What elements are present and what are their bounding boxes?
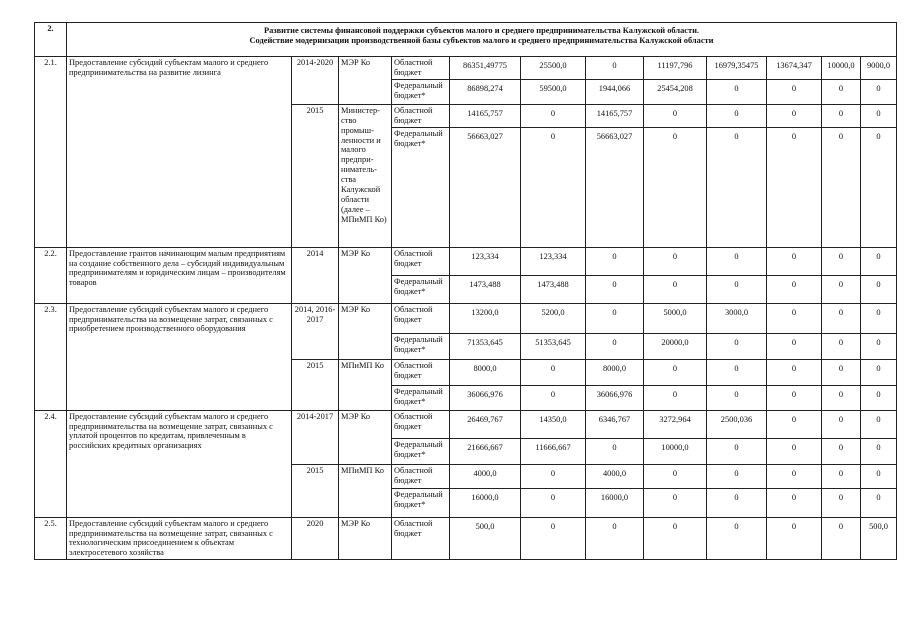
item-executor: МЭР Ко <box>339 57 392 105</box>
amount-cell: 0 <box>767 333 822 359</box>
item-years: 2015 <box>292 104 339 247</box>
item-executor: МЭР Ко <box>339 247 392 303</box>
amount-cell: 13674,347 <box>767 57 822 80</box>
amount-cell: 0 <box>861 488 897 517</box>
amount-cell: 0 <box>707 517 767 560</box>
amount-cell: 500,0 <box>861 517 897 560</box>
table-row <box>35 410 897 438</box>
section-title <box>67 23 897 57</box>
amount-cell: 0 <box>586 517 644 560</box>
amount-cell: 0 <box>822 410 861 438</box>
amount-cell: 0 <box>822 385 861 410</box>
amount-cell: 8000,0 <box>450 359 521 385</box>
amount-cell: 36066,976 <box>450 385 521 410</box>
amount-cell: 0 <box>767 410 822 438</box>
amount-cell: 0 <box>822 438 861 464</box>
amount-cell: 0 <box>767 104 822 127</box>
amount-cell: 0 <box>521 488 586 517</box>
amount-cell: 0 <box>822 79 861 104</box>
amount-cell: 0 <box>644 385 707 410</box>
funding-source: Областной бюджет <box>392 57 450 80</box>
amount-cell: 0 <box>521 517 586 560</box>
amount-cell: 25500,0 <box>521 57 586 80</box>
item-executor: МЭР Ко <box>339 517 392 560</box>
funding-source: Областной бюджет <box>392 517 450 560</box>
amount-cell: 0 <box>521 385 586 410</box>
funding-source: Областной бюджет <box>392 410 450 438</box>
amount-cell: 0 <box>822 517 861 560</box>
amount-cell: 10000,0 <box>822 57 861 80</box>
amount-cell: 0 <box>586 275 644 303</box>
amount-cell: 0 <box>767 127 822 247</box>
item-years: 2014-2020 <box>292 57 339 105</box>
table-row <box>35 57 897 80</box>
amount-cell: 51353,645 <box>521 333 586 359</box>
item-number: 2.4. <box>35 410 67 517</box>
amount-cell: 0 <box>707 438 767 464</box>
item-number: 2.1. <box>35 57 67 248</box>
funding-source: Федеральный бюджет* <box>392 385 450 410</box>
table-row <box>35 303 897 333</box>
amount-cell: 123,334 <box>450 247 521 275</box>
amount-cell: 16000,0 <box>450 488 521 517</box>
amount-cell: 8000,0 <box>586 359 644 385</box>
amount-cell: 0 <box>861 127 897 247</box>
funding-source: Федеральный бюджет* <box>392 488 450 517</box>
amount-cell: 0 <box>521 127 586 247</box>
amount-cell: 0 <box>707 385 767 410</box>
amount-cell: 3272,964 <box>644 410 707 438</box>
amount-cell: 0 <box>707 488 767 517</box>
amount-cell: 0 <box>767 275 822 303</box>
item-years: 2015 <box>292 464 339 517</box>
item-years: 2020 <box>292 517 339 560</box>
amount-cell: 0 <box>822 464 861 488</box>
amount-cell: 0 <box>707 333 767 359</box>
amount-cell: 26469,767 <box>450 410 521 438</box>
amount-cell: 16000,0 <box>586 488 644 517</box>
amount-cell: 1473,488 <box>450 275 521 303</box>
section-number: 2. <box>35 23 67 57</box>
amount-cell: 0 <box>644 104 707 127</box>
amount-cell: 16979,35475 <box>707 57 767 80</box>
item-number: 2.3. <box>35 303 67 410</box>
amount-cell: 0 <box>586 247 644 275</box>
section-title-line-2: Содействие модернизации производственной базы субъектов малого и среднего предпринимательства Калужской области <box>249 35 714 45</box>
amount-cell: 86351,49775 <box>450 57 521 80</box>
amount-cell: 0 <box>822 104 861 127</box>
amount-cell: 11197,796 <box>644 57 707 80</box>
amount-cell: 0 <box>767 79 822 104</box>
funding-source: Федеральный бюджет* <box>392 438 450 464</box>
item-description: Предоставление субсидий субъектам малого и среднего предпринимательства на возмещение затрат, связанных с приобретением производственного оборудования <box>67 303 292 410</box>
amount-cell: 11666,667 <box>521 438 586 464</box>
amount-cell: 86898,274 <box>450 79 521 104</box>
amount-cell: 4000,0 <box>450 464 521 488</box>
amount-cell: 0 <box>822 303 861 333</box>
funding-source: Областной бюджет <box>392 464 450 488</box>
item-executor: МПиМП Ко <box>339 359 392 410</box>
amount-cell: 0 <box>644 488 707 517</box>
amount-cell: 0 <box>707 275 767 303</box>
amount-cell: 0 <box>767 303 822 333</box>
amount-cell: 0 <box>767 359 822 385</box>
amount-cell: 0 <box>521 464 586 488</box>
funding-source: Федеральный бюджет* <box>392 275 450 303</box>
item-years: 2014, 2016-2017 <box>292 303 339 359</box>
amount-cell: 10000,0 <box>644 438 707 464</box>
amount-cell: 14165,757 <box>586 104 644 127</box>
item-description: Предоставление субсидий субъектам малого и среднего предпринимательства на развитие лизинга <box>67 57 292 248</box>
amount-cell: 0 <box>644 359 707 385</box>
amount-cell: 0 <box>586 57 644 80</box>
item-number: 2.2. <box>35 247 67 303</box>
funding-source: Федеральный бюджет* <box>392 79 450 104</box>
funding-source: Федеральный бюджет* <box>392 333 450 359</box>
amount-cell: 56663,027 <box>586 127 644 247</box>
funding-table <box>34 22 897 560</box>
amount-cell: 13200,0 <box>450 303 521 333</box>
amount-cell: 0 <box>707 359 767 385</box>
amount-cell: 0 <box>644 247 707 275</box>
amount-cell: 0 <box>767 488 822 517</box>
amount-cell: 0 <box>707 104 767 127</box>
amount-cell: 500,0 <box>450 517 521 560</box>
amount-cell: 0 <box>644 517 707 560</box>
section-title-line-1: Развитие системы финансовой поддержки субъектов малого и среднего предпринимательства Калужской области. <box>263 26 700 35</box>
amount-cell: 0 <box>822 247 861 275</box>
amount-cell: 1473,488 <box>521 275 586 303</box>
amount-cell: 0 <box>861 359 897 385</box>
amount-cell: 0 <box>861 104 897 127</box>
amount-cell: 25454,208 <box>644 79 707 104</box>
amount-cell: 0 <box>822 275 861 303</box>
amount-cell: 0 <box>767 464 822 488</box>
amount-cell: 36066,976 <box>586 385 644 410</box>
funding-source: Областной бюджет <box>392 104 450 127</box>
amount-cell: 0 <box>767 438 822 464</box>
amount-cell: 71353,645 <box>450 333 521 359</box>
amount-cell: 3000,0 <box>707 303 767 333</box>
amount-cell: 0 <box>822 333 861 359</box>
amount-cell: 0 <box>861 303 897 333</box>
amount-cell: 0 <box>707 79 767 104</box>
amount-cell: 0 <box>767 517 822 560</box>
amount-cell: 0 <box>861 247 897 275</box>
item-executor: МПиМП Ко <box>339 464 392 517</box>
amount-cell: 0 <box>767 247 822 275</box>
amount-cell: 0 <box>644 127 707 247</box>
item-description: Предоставление субсидий субъектам малого и среднего предпринимательства на возмещение затрат, связанных с уплатой процентов по кредитам, привлеченным в российских кредитных организациях <box>67 410 292 517</box>
amount-cell: 0 <box>586 333 644 359</box>
amount-cell: 9000,0 <box>861 57 897 80</box>
amount-cell: 5000,0 <box>644 303 707 333</box>
item-years: 2015 <box>292 359 339 410</box>
amount-cell: 0 <box>861 410 897 438</box>
item-number: 2.5. <box>35 517 67 560</box>
amount-cell: 0 <box>644 464 707 488</box>
amount-cell: 0 <box>767 385 822 410</box>
amount-cell: 2500,036 <box>707 410 767 438</box>
amount-cell: 123,334 <box>521 247 586 275</box>
amount-cell: 0 <box>861 464 897 488</box>
amount-cell: 5200,0 <box>521 303 586 333</box>
funding-source: Областной бюджет <box>392 303 450 333</box>
amount-cell: 0 <box>861 333 897 359</box>
amount-cell: 0 <box>861 438 897 464</box>
item-years: 2014-2017 <box>292 410 339 464</box>
amount-cell: 0 <box>521 359 586 385</box>
amount-cell: 0 <box>586 438 644 464</box>
item-description: Предоставление грантов начинающим малым предприятиям на создание собственного дела – субсидий индивидуальным предпринимателям и юридическим лицам – производителям товаров <box>67 247 292 303</box>
item-executor: МЭР Ко <box>339 410 392 464</box>
amount-cell: 14350,0 <box>521 410 586 438</box>
amount-cell: 4000,0 <box>586 464 644 488</box>
item-years: 2014 <box>292 247 339 303</box>
amount-cell: 59500,0 <box>521 79 586 104</box>
table-row <box>35 247 897 275</box>
funding-source: Федеральный бюджет* <box>392 127 450 247</box>
amount-cell: 6346,767 <box>586 410 644 438</box>
table-row <box>35 517 897 560</box>
amount-cell: 0 <box>707 464 767 488</box>
amount-cell: 0 <box>586 303 644 333</box>
amount-cell: 0 <box>822 359 861 385</box>
section-header-row <box>35 23 897 57</box>
amount-cell: 0 <box>521 104 586 127</box>
amount-cell: 0 <box>861 79 897 104</box>
amount-cell: 1944,066 <box>586 79 644 104</box>
amount-cell: 21666,667 <box>450 438 521 464</box>
funding-source: Областной бюджет <box>392 359 450 385</box>
amount-cell: 0 <box>644 275 707 303</box>
amount-cell: 20000,0 <box>644 333 707 359</box>
funding-source: Областной бюджет <box>392 247 450 275</box>
amount-cell: 0 <box>861 385 897 410</box>
item-description: Предоставление субсидий субъектам малого и среднего предпринимательства на возмещение затрат, связанных с технологическим присоединением к объектам электросетевого хозяйства <box>67 517 292 560</box>
amount-cell: 0 <box>707 247 767 275</box>
amount-cell: 0 <box>861 275 897 303</box>
item-executor: МЭР Ко <box>339 303 392 359</box>
amount-cell: 56663,027 <box>450 127 521 247</box>
amount-cell: 0 <box>822 127 861 247</box>
amount-cell: 0 <box>707 127 767 247</box>
item-executor: Министер-ство промыш-ленности и малого предпри-ниматель-ства Калужской области (далее – МПиМП Ко) <box>339 104 392 247</box>
amount-cell: 14165,757 <box>450 104 521 127</box>
amount-cell: 0 <box>822 488 861 517</box>
